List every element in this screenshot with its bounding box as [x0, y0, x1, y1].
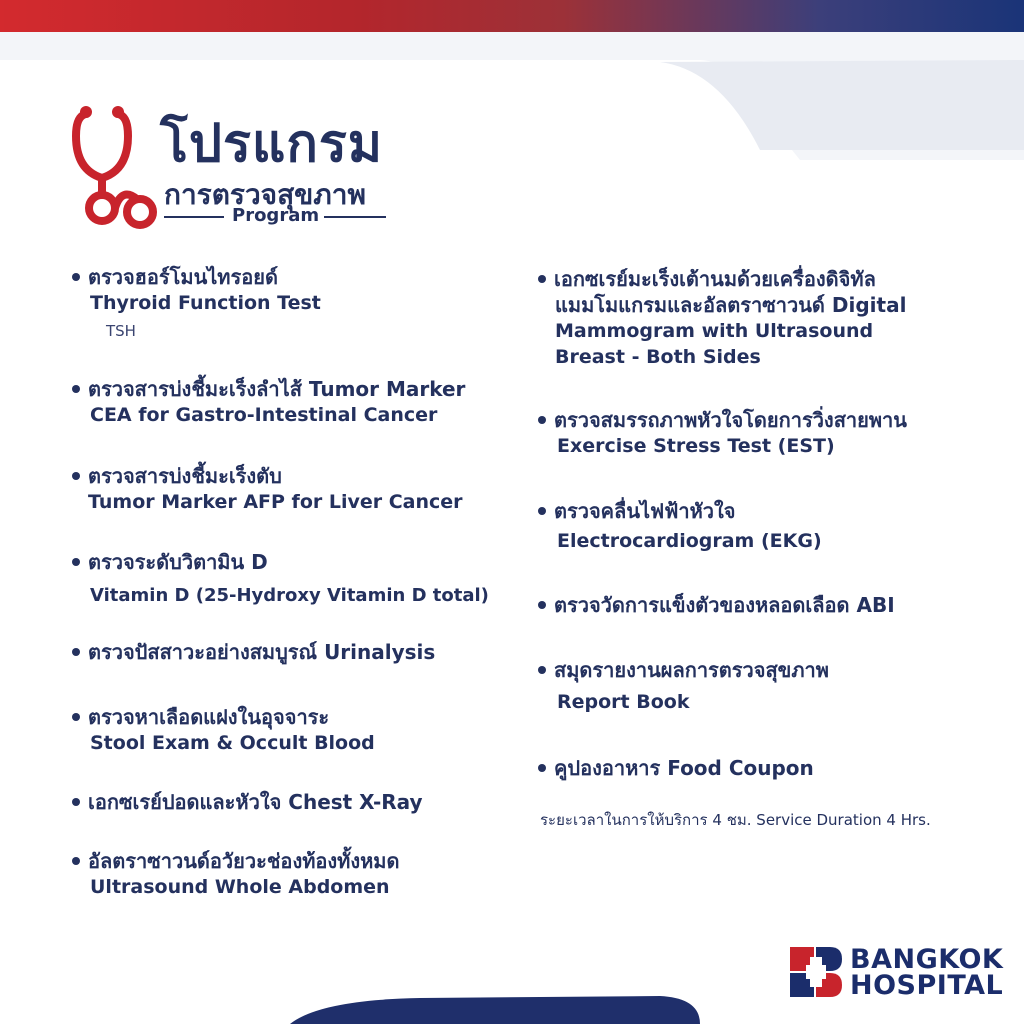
item-thai: เอกซเรย์มะเร็งเต้านมด้วยเครื่องดิจิทัล — [554, 267, 876, 291]
item-sub: TSH — [106, 322, 136, 340]
item-thai: ตรวจระดับวิตามิน D — [88, 550, 268, 574]
item-english: Vitamin D (25-Hydroxy Vitamin D total) — [90, 585, 489, 606]
bullet-icon — [538, 416, 546, 424]
item-thai: ตรวจปัสสาวะอย่างสมบูรณ์ Urinalysis — [88, 640, 436, 664]
item-english: Exercise Stress Test (EST) — [557, 435, 835, 457]
bullet-icon — [538, 507, 546, 515]
hospital-cross-icon — [790, 947, 842, 997]
program-header — [72, 95, 402, 235]
bullet-icon — [72, 472, 80, 480]
list-item — [72, 549, 489, 609]
item-english: Report Book — [557, 691, 690, 713]
item-english: Electrocardiogram (EKG) — [557, 530, 822, 552]
item-thai: คูปองอาหาร Food Coupon — [554, 756, 814, 780]
item-english: Thyroid Function Test — [90, 292, 321, 314]
list-item — [72, 848, 399, 900]
divider-left — [164, 216, 224, 218]
stethoscope-icon — [72, 100, 162, 230]
list-item — [538, 657, 829, 715]
bullet-icon — [538, 275, 546, 283]
item-thai: เอกซเรย์ปอดและหัวใจ Chest X-Ray — [88, 790, 423, 814]
bullet-icon — [72, 558, 80, 566]
item-english: CEA for Gastro-Intestinal Cancer — [90, 404, 438, 426]
item-english: แมมโมแกรมและอัลตราซาวนด์ Digital — [555, 293, 907, 317]
item-thai: ตรวจสมรรถภาพหัวใจโดยการวิ่งสายพาน — [554, 408, 907, 432]
bullet-icon — [72, 713, 80, 721]
list-item — [538, 266, 906, 370]
item-english: Breast - Both Sides — [555, 346, 761, 368]
list-item — [72, 463, 463, 515]
item-english: Tumor Marker AFP for Liver Cancer — [88, 491, 463, 513]
item-english: Ultrasound Whole Abdomen — [90, 876, 390, 898]
list-item — [538, 592, 895, 618]
bangkok-hospital-logo — [790, 944, 1004, 1005]
divider-right — [324, 216, 386, 218]
page-title: โปรแกรม — [160, 114, 384, 174]
item-english: Mammogram with Ultrasound — [555, 320, 874, 342]
bullet-icon — [72, 857, 80, 865]
list-item — [72, 264, 321, 340]
logo-line2: HOSPITAL — [850, 970, 1004, 1001]
page-subtitle: การตรวจสุขภาพ — [164, 178, 366, 211]
logo-line1: BANGKOK — [850, 944, 1004, 975]
bullet-icon — [72, 798, 80, 806]
item-thai: สมุดรายงานผลการตรวจสุขภาพ — [554, 658, 829, 682]
item-thai: อัลตราซาวนด์อวัยวะช่องท้องทั้งหมด — [88, 849, 400, 873]
list-item — [538, 498, 822, 554]
item-english: Stool Exam & Occult Blood — [90, 732, 375, 754]
bullet-icon — [72, 648, 80, 656]
list-item — [72, 704, 375, 756]
list-item — [72, 639, 435, 665]
item-thai: ตรวจวัดการแข็งตัวของหลอดเลือด ABI — [554, 593, 895, 617]
list-item — [72, 789, 423, 815]
service-duration: ระยะเวลาในการให้บริการ 4 ชม. Service Duration 4 Hrs. — [540, 811, 931, 829]
item-thai: ตรวจสารบ่งชี้มะเร็งตับ — [88, 464, 282, 488]
item-thai: ตรวจฮอร์โมนไทรอยด์ — [88, 265, 278, 289]
bullet-icon — [538, 764, 546, 772]
bullet-icon — [538, 666, 546, 674]
item-thai: ตรวจสารบ่งชี้มะเร็งลำไส้ Tumor Marker — [88, 377, 466, 401]
bullet-icon — [538, 601, 546, 609]
item-thai: ตรวจคลื่นไฟฟ้าหัวใจ — [554, 499, 736, 523]
bullet-icon — [72, 273, 80, 281]
item-thai: ตรวจหาเลือดแฝงในอุจจาระ — [88, 705, 330, 729]
bullet-icon — [72, 385, 80, 393]
program-label: Program — [232, 205, 320, 226]
list-item — [72, 376, 465, 428]
list-item — [538, 407, 907, 459]
list-item — [538, 755, 814, 781]
